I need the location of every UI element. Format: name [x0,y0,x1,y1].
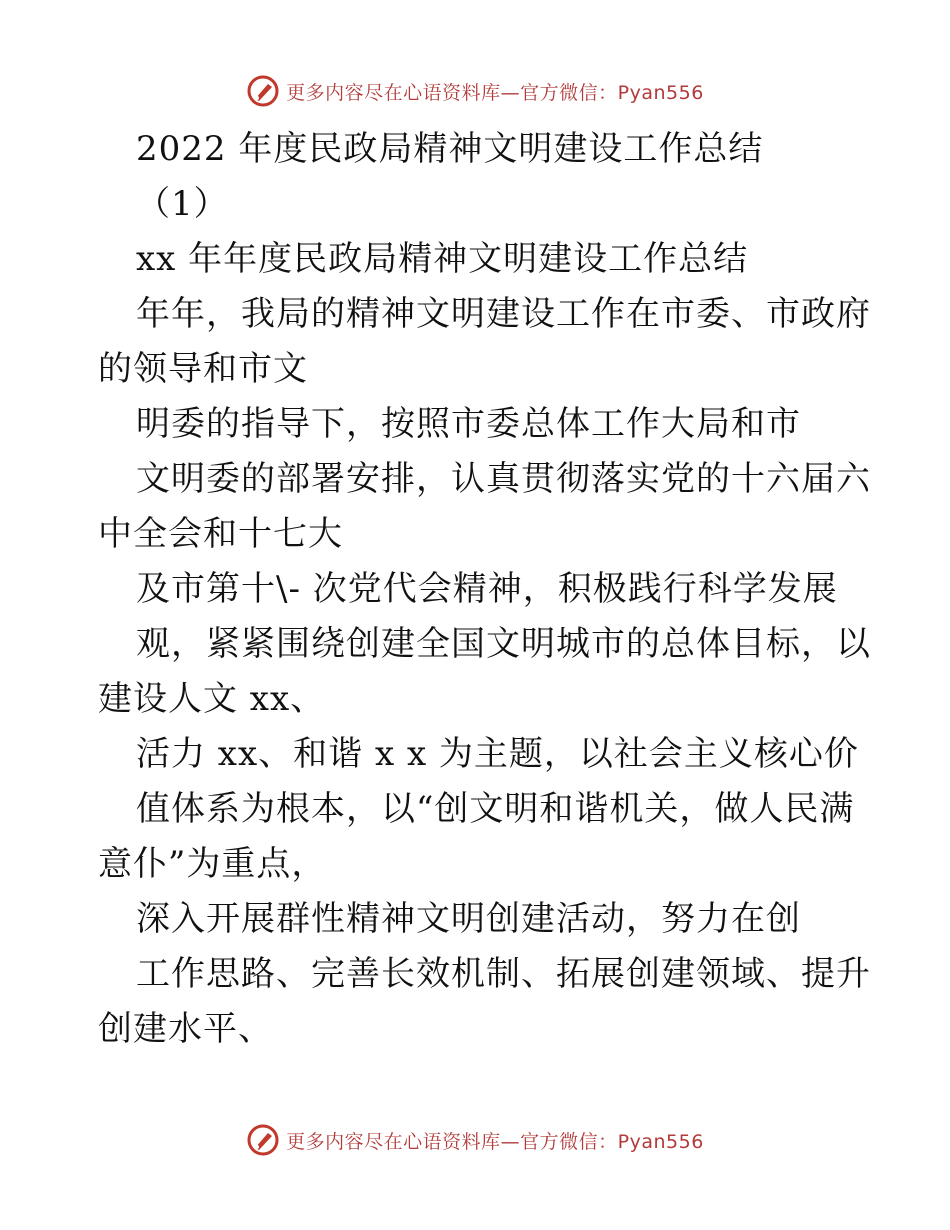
text-line: 明委的指导下，按照市委总体工作大局和市 [136,404,801,444]
pen-logo-icon [246,74,280,108]
text-line: 建设人文 xx、 [98,679,326,719]
text-line: xx 年年度民政局精神文明建设工作总结 [136,239,749,279]
pen-logo-icon [246,1123,280,1157]
banner-text: 更多内容尽在心语资料库—官方微信：Pyan556 [286,81,704,104]
text-line: 深入开展群性精神文明创建活动，努力在创 [136,899,801,939]
text-line: 中全会和十七大 [98,514,343,554]
text-line: 工作思路、完善长效机制、拓展创建领域、提升 [136,954,871,994]
text-line: 的领导和市文 [98,349,308,389]
text-line: 观，紧紧围绕创建全国文明城市的总体目标，以 [136,624,871,664]
text-line: 创建水平、 [98,1009,273,1049]
text-line: 活力 xx、和谐 x x 为主题，以社会主义核心价 [136,734,859,774]
text-line: （1） [136,184,229,224]
banner-text: 更多内容尽在心语资料库—官方微信：Pyan556 [286,1130,704,1153]
text-line: 2022 年度民政局精神文明建设工作总结 [136,129,764,169]
text-line: 值体系为根本，以“创文明和谐机关，做人民满 [136,789,855,829]
text-line: 意仆”为重点， [98,844,327,884]
text-line: 及市第十\- 次党代会精神，积极践行科学发展 [136,569,838,609]
header-banner [0,74,950,108]
text-line: 年年，我局的精神文明建设工作在市委、市政府 [136,294,871,334]
footer-banner [0,1123,950,1157]
text-line: 文明委的部署安排，认真贯彻落实党的十六届六 [136,459,871,499]
document-body [98,122,871,1057]
